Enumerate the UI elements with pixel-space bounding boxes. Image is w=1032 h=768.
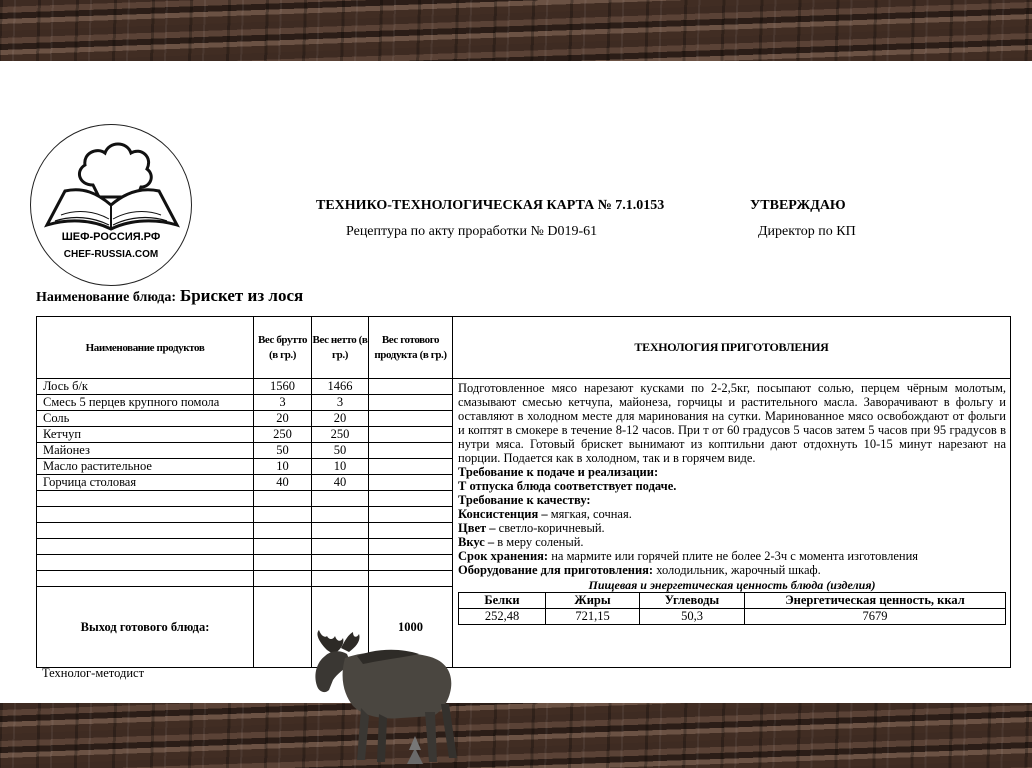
ingredient-name: Смесь 5 перцев крупного помола <box>37 395 254 411</box>
document-title: ТЕХНИКО-ТЕХНОЛОГИЧЕСКАЯ КАРТА № 7.1.0153 <box>316 198 665 213</box>
technology-title: ТЕХНОЛОГИЯ ПРИГОТОВЛЕНИЯ <box>634 340 829 354</box>
ingredient-ready <box>369 427 453 443</box>
color-label: Цвет – <box>458 521 496 535</box>
consistency-value: мягкая, сочная. <box>547 507 632 521</box>
chef-russia-logo <box>30 124 192 286</box>
ingredient-net: 40 <box>312 475 369 491</box>
approve-label: УТВЕРЖДАЮ <box>750 198 846 213</box>
ingredient-gross: 20 <box>254 411 312 427</box>
document-subtitle: Рецептура по акту проработки № D019-61 <box>346 224 598 239</box>
color-value: светло-коричневый. <box>495 521 605 535</box>
ingredient-ready <box>369 395 453 411</box>
chef-hat-book-icon <box>31 125 191 285</box>
equipment-value: холодильник, жарочный шкаф. <box>653 563 821 577</box>
ingredient-ready <box>369 459 453 475</box>
ingredient-name: Соль <box>37 411 254 427</box>
ingredient-net: 3 <box>312 395 369 411</box>
ingredient-name: Майонез <box>37 443 254 459</box>
equipment-line <box>458 563 1006 577</box>
nutrition-value-row <box>459 609 1006 625</box>
nutrition-value: 7679 <box>745 609 1006 625</box>
storage-value: на мармите или горячей плите не более 2-3ч с момента изготовления <box>548 549 919 563</box>
ingredient-gross: 40 <box>254 475 312 491</box>
wood-footer-band <box>0 703 1032 768</box>
nutrition-header: Белки <box>459 593 546 609</box>
moose-icon <box>297 628 475 768</box>
dish-value: Брискет из лося <box>179 286 304 305</box>
output-value: 1000 <box>369 587 453 668</box>
ingredient-ready <box>369 411 453 427</box>
nutrition-value: 721,15 <box>546 609 640 625</box>
ingredient-name: Кетчуп <box>37 427 254 443</box>
technolog-label: Технолог-методист <box>42 666 145 680</box>
header-ready: Вес готового продукта (в гр.) <box>369 317 453 379</box>
header-net: Вес нетто (в гр.) <box>312 317 369 379</box>
ingredient-ready <box>369 379 453 395</box>
table-header-row <box>37 317 1011 379</box>
wood-header-band <box>0 0 1032 61</box>
equipment-label: Оборудование для приготовления: <box>458 563 654 577</box>
ingredient-net: 50 <box>312 443 369 459</box>
header-product-name: Наименование продуктов <box>37 317 254 379</box>
logo-line1: ШЕФ-РОССИЯ.РФ <box>61 231 161 243</box>
ingredient-ready <box>369 475 453 491</box>
dish-name <box>36 286 303 306</box>
ingredient-ready <box>369 443 453 459</box>
logo-line2: CHEF-RUSSIA.COM <box>63 249 159 260</box>
ingredient-net: 20 <box>312 411 369 427</box>
ingredient-net: 10 <box>312 459 369 475</box>
output-label: Выход готового блюда: <box>37 587 254 668</box>
ingredient-gross: 250 <box>254 427 312 443</box>
nutrition-value: 50,3 <box>640 609 745 625</box>
technology-cell <box>453 379 1011 668</box>
ingredient-net: 250 <box>312 427 369 443</box>
consistency-label: Консистенция – <box>458 507 548 521</box>
ingredient-gross: 1560 <box>254 379 312 395</box>
header-technology <box>453 317 1011 379</box>
storage-line <box>458 549 1006 563</box>
ingredient-gross: 50 <box>254 443 312 459</box>
serving-text: Т отпуска блюда соответствует подаче. <box>458 479 677 493</box>
taste-value: в меру соленый. <box>494 535 584 549</box>
nutrition-header: Энергетическая ценность, ккал <box>745 593 1006 609</box>
ingredient-net: 1466 <box>312 379 369 395</box>
nutrition-header: Углеводы <box>640 593 745 609</box>
recipe-table <box>36 316 1011 668</box>
ingredient-name: Масло растительное <box>37 459 254 475</box>
director-label: Директор по КП <box>758 224 856 239</box>
nutrition-header: Жиры <box>546 593 640 609</box>
dish-label: Наименование блюда: <box>36 290 176 305</box>
ingredient-name: Горчица столовая <box>37 475 254 491</box>
table-row <box>37 379 1011 395</box>
consistency-line <box>458 507 1006 521</box>
ingredient-gross: 3 <box>254 395 312 411</box>
nutrition-caption: Пищевая и энергетическая ценность блюда (изделия) <box>588 578 876 592</box>
quality-title: Требование к качеству: <box>458 493 591 507</box>
serving-title: Требование к подаче и реализации: <box>458 465 659 479</box>
nutrition-table <box>458 592 1006 625</box>
taste-label: Вкус – <box>458 535 495 549</box>
nutrition-header-row <box>459 593 1006 609</box>
ingredient-gross: 10 <box>254 459 312 475</box>
color-line <box>458 521 1006 535</box>
ingredient-name: Лось б/к <box>37 379 254 395</box>
technology-text: Подготовленное мясо нарезают кусками по 2-2,5кг, посыпают солью, перцем чёрным молотым, смазывают смесью кетчупа, майонеза, горчицы и растительного масла. Заворачивают в фольгу и оставляют в холодном месте для маринования на сутки. Маринованное мясо освобождают от фольги и коптят в смокере в течение 8-12 часов. При т от 60 градусов 5 часов затем 5 часов при 95 градусов в нутри мяса. Готовый брискет вынимают из коптильни дают отдохнуть 10-15 минут нарезают на порции. Подается как в холодном, так и в горячем виде. <box>458 381 1006 465</box>
storage-label: Срок хранения: <box>458 549 549 563</box>
taste-line <box>458 535 1006 549</box>
header-gross: Вес брутто (в гр.) <box>254 317 312 379</box>
nutrition-value: 252,48 <box>459 609 546 625</box>
